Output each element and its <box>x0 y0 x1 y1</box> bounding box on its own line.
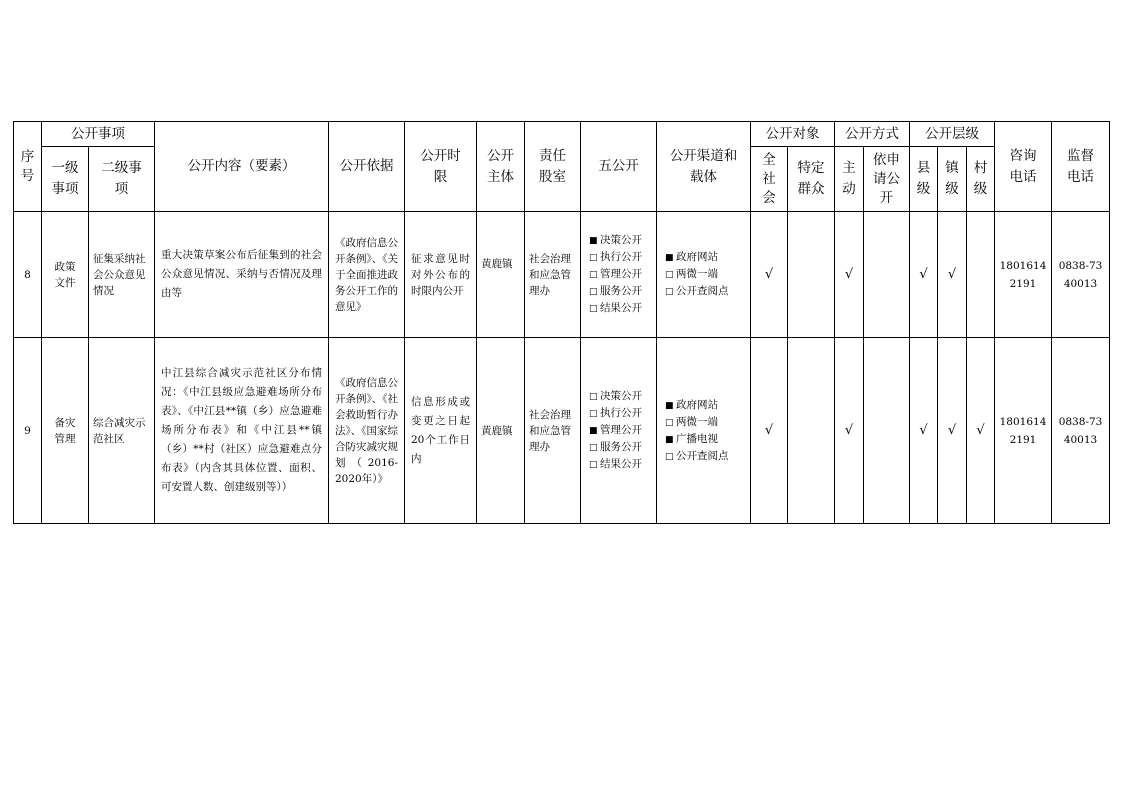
row-seq: 8 <box>14 212 42 338</box>
header-level-village: 村 级 <box>967 147 995 212</box>
checkbox-icon: □ <box>589 270 598 280</box>
row-seq: 9 <box>14 338 42 524</box>
row-target-specific <box>788 338 835 524</box>
checkbox-icon: □ <box>665 451 674 462</box>
five-open-option: □ 执行公开 <box>589 405 656 422</box>
five-open-option: ■ 管理公开 <box>589 422 656 439</box>
checkbox-icon: □ <box>589 443 598 453</box>
check-icon: √ <box>835 212 864 338</box>
channel-option: □ 两微一端 <box>665 266 750 283</box>
row-five-open-list <box>581 338 657 524</box>
row-level1: 政策文件 <box>42 212 89 338</box>
row-subject: 黄鹿镇 <box>477 212 525 338</box>
row-subject: 黄鹿镇 <box>477 338 525 524</box>
check-icon: √ <box>835 338 864 524</box>
row-method-apply <box>864 212 910 338</box>
check-icon: √ <box>967 338 995 524</box>
header-level-county: 县 级 <box>910 147 938 212</box>
five-open-option: □ 管理公开 <box>589 266 656 283</box>
row-level1: 备灾管理 <box>42 338 89 524</box>
row-five-open-list <box>581 212 657 338</box>
header-method-group: 公开方式 <box>835 122 910 147</box>
row-supervise-phone: 0838-73 40013 <box>1052 338 1110 524</box>
check-icon: √ <box>938 338 967 524</box>
row-channel-list <box>657 338 751 524</box>
check-icon: √ <box>910 338 938 524</box>
header-method-apply: 依申 请公 开 <box>864 147 910 212</box>
five-open-option: ■ 决策公开 <box>589 232 656 249</box>
checkbox-icon: ■ <box>589 236 598 246</box>
checkbox-icon: □ <box>665 417 674 428</box>
row-level-village <box>967 212 995 338</box>
header-supervise-phone: 监督 电话 <box>1052 122 1110 212</box>
checkbox-icon: □ <box>665 270 674 280</box>
header-content: 公开内容（要素） <box>155 122 329 212</box>
row-consult-phone: 1801614 2191 <box>995 212 1052 338</box>
check-icon: √ <box>751 212 788 338</box>
header-level1: 一级 事项 <box>42 147 89 212</box>
row-level2: 综合减灾示范社区 <box>89 338 155 524</box>
row-basis: 《政府信息公开条例》、《关于全面推进政务公开工作的意见》 <box>329 212 405 338</box>
channel-option: □ 公开查阅点 <box>665 448 750 465</box>
table-row <box>14 338 1110 524</box>
header-subject: 公开 主体 <box>477 122 525 212</box>
checkbox-icon: ■ <box>589 426 598 436</box>
checkbox-icon: ■ <box>665 434 674 445</box>
header-target-specific: 特定 群众 <box>788 147 835 212</box>
header-time-limit: 公开时 限 <box>405 122 477 212</box>
checkbox-icon: ■ <box>665 253 674 263</box>
header-level2: 二级事 项 <box>89 147 155 212</box>
channel-option: ■ 广播电视 <box>665 431 750 448</box>
five-open-option: □ 服务公开 <box>589 439 656 456</box>
checkbox-icon: □ <box>589 253 598 263</box>
channel-option: ■ 政府网站 <box>665 249 750 266</box>
five-open-option: □ 结果公开 <box>589 300 656 317</box>
checkbox-icon: □ <box>589 460 598 470</box>
checkbox-icon: □ <box>665 287 674 297</box>
header-basis: 公开依据 <box>329 122 405 212</box>
five-open-option: □ 结果公开 <box>589 456 656 473</box>
five-open-option: □ 服务公开 <box>589 283 656 300</box>
row-dept: 社会治理和应急管理办 <box>525 338 581 524</box>
checkbox-icon: □ <box>589 287 598 297</box>
header-method-active: 主 动 <box>835 147 864 212</box>
row-supervise-phone: 0838-73 40013 <box>1052 212 1110 338</box>
five-open-option: □ 决策公开 <box>589 388 656 405</box>
header-level-town: 镇 级 <box>938 147 967 212</box>
row-time-limit: 信息形成或变更之日起20个工作日内 <box>405 338 477 524</box>
check-icon: √ <box>751 338 788 524</box>
header-items-group: 公开事项 <box>42 122 155 147</box>
row-dept: 社会治理和应急管理办 <box>525 212 581 338</box>
row-method-apply <box>864 338 910 524</box>
checkbox-icon: □ <box>589 304 598 314</box>
five-open-option: □ 执行公开 <box>589 249 656 266</box>
header-consult-phone: 咨询 电话 <box>995 122 1052 212</box>
header-target-all: 全 社 会 <box>751 147 788 212</box>
checkbox-icon: □ <box>589 392 598 402</box>
checkbox-icon: ■ <box>665 400 674 411</box>
header-five-open: 五公开 <box>581 122 657 212</box>
row-consult-phone: 1801614 2191 <box>995 338 1052 524</box>
row-content: 中江县综合减灾示范社区分布情况：《中江县级应急避难场所分布表》、《中江县**镇（乡）应急避难场所分布表》和《中江县**镇（乡）**村（社区）应急避难点分布表》（内含其具体位置、面积、可安置人数、创建级别等）） <box>155 338 329 524</box>
header-row-1 <box>14 122 1110 147</box>
header-level-group: 公开层级 <box>910 122 995 147</box>
channel-option: □ 两微一端 <box>665 414 750 431</box>
row-channel-list <box>657 212 751 338</box>
row-content: 重大决策草案公布后征集到的社会公众意见情况、采纳与否情况及理由等 <box>155 212 329 338</box>
header-target-group: 公开对象 <box>751 122 835 147</box>
check-icon: √ <box>910 212 938 338</box>
row-target-specific <box>788 212 835 338</box>
header-channel: 公开渠道和 载体 <box>657 122 751 212</box>
row-level2: 征集采纳社会公众意见情况 <box>89 212 155 338</box>
header-dept: 责任 股室 <box>525 122 581 212</box>
table-row <box>14 212 1110 338</box>
checkbox-icon: □ <box>589 409 598 419</box>
channel-option: □ 公开查阅点 <box>665 283 750 300</box>
channel-option: ■ 政府网站 <box>665 397 750 414</box>
row-basis: 《政府信息公开条例》、《社会救助暂行办法》、《国家综合防灾减灾规划（2016-2020年）》 <box>329 338 405 524</box>
disclosure-table <box>13 121 1110 524</box>
check-icon: √ <box>938 212 967 338</box>
row-time-limit: 征求意见时对外公布的时限内公开 <box>405 212 477 338</box>
header-seq: 序 号 <box>14 122 42 212</box>
